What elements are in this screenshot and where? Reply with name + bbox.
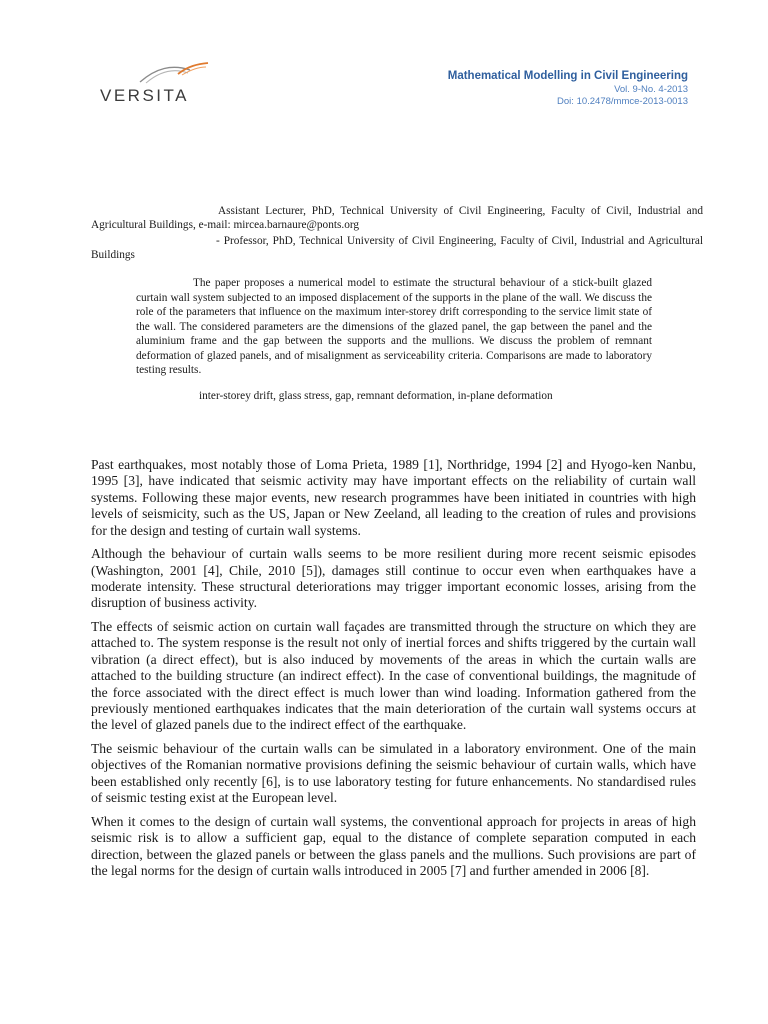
abstract: The paper proposes a numerical model to estimate the structural behaviour of a stick-built glazed curtain wall system subjected to an imposed displacement of the supports in the plane of the wall. We discuss the role of the parameters that influence on the maximum inter-storey drift corresponding to the service limit state of the wall. The considered parameters are the dimensions of the glazed panel, the gap between the panel and the aluminium frame and the gap between the supports and the mullions. We discuss the problem of remnant deformation of glazed panels, and of misalignment as serviceability criteria. Comparisons are made to laboratory testing results. — [136, 277, 652, 376]
body-paragraph: Past earthquakes, most notably those of Loma Prieta, 1989 [1], Northridge, 1994 [2] and Hyogo-ken Nanbu, 1995 [3], have indicated that seismic activity may have important effects on the reliability of curtain wall systems. Following these major events, new research programmes have been initiated in countries with high levels of seismicity, such as the US, Japan or New Zeeland, all leading to the creation of rules and provisions for the design and testing of curtain wall systems. — [91, 457, 696, 538]
journal-header — [448, 68, 688, 108]
swoosh-icon — [138, 62, 210, 86]
journal-volume: Vol. 9-No. 4-2013 — [614, 84, 688, 95]
body-paragraph: Although the behaviour of curtain walls seems to be more resilient during more recent seismic episodes (Washington, 2001 [4], Chile, 2010 [5]), damages still continue to occur even when earthquakes have a moderate intensity. These structural deteriorations may trigger important economic losses, arising from the disruption of business activity. — [91, 546, 696, 611]
journal-title: Mathematical Modelling in Civil Engineering — [447, 70, 688, 82]
body-paragraph: When it comes to the design of curtain wall systems, the conventional approach for projects in areas of high seismic risk is to allow a sufficient gap, equal to the distance of complete separation computed in each direction, between the glazed panels or between the glass panels and the mullions. Such provisions are part of the legal norms for the design of curtain walls introduced in 2005 [7] and further amended in 2006 [8]. — [91, 813, 696, 879]
affiliation-1: Assistant Lecturer, PhD, Technical University of Civil Engineering, Faculty of Civil, Industrial and Agricultural Buildings, e-mail: mircea.barnaure@ponts.org — [91, 205, 703, 231]
body-paragraph: The seismic behaviour of the curtain walls can be simulated in a laboratory environment. One of the main objectives of the Romanian normative provisions defining the seismic behaviour of curtain walls, which have been established only recently [6], is to use laboratory testing for future enhancements. No standardised rules of seismic testing exist at the European level. — [91, 741, 696, 806]
affiliation-2: - Professor, PhD, Technical University of Civil Engineering, Faculty of Civil, Industrial and Agricultural Buildings — [91, 235, 703, 261]
journal-doi: Doi: 10.2478/mmce-2013-0013 — [557, 96, 688, 107]
keywords: inter-storey drift, glass stress, gap, remnant deformation, in-plane deformation — [199, 390, 553, 402]
body-text — [91, 457, 696, 887]
body-paragraph: The effects of seismic action on curtain wall façades are transmitted through the structure on which they are attached to. The system response is the result not only of inertial forces and shifts triggered by the curtain wall vibration (a direct effect), but is also induced by movements of the areas in which the curtain walls are attached to the building structure (an indirect effect). In the case of conventional buildings, the magnitude of the force associated with the direct effect is much lower than wind loading. Information gathered from the previously mentioned earthquakes indicates that the main deterioration of the curtain wall systems occurs at the level of glazed panels due to the indirect effect of the earthquake. — [91, 619, 696, 733]
publisher-logo — [100, 62, 210, 112]
logo-text: VERSITA — [100, 86, 189, 105]
